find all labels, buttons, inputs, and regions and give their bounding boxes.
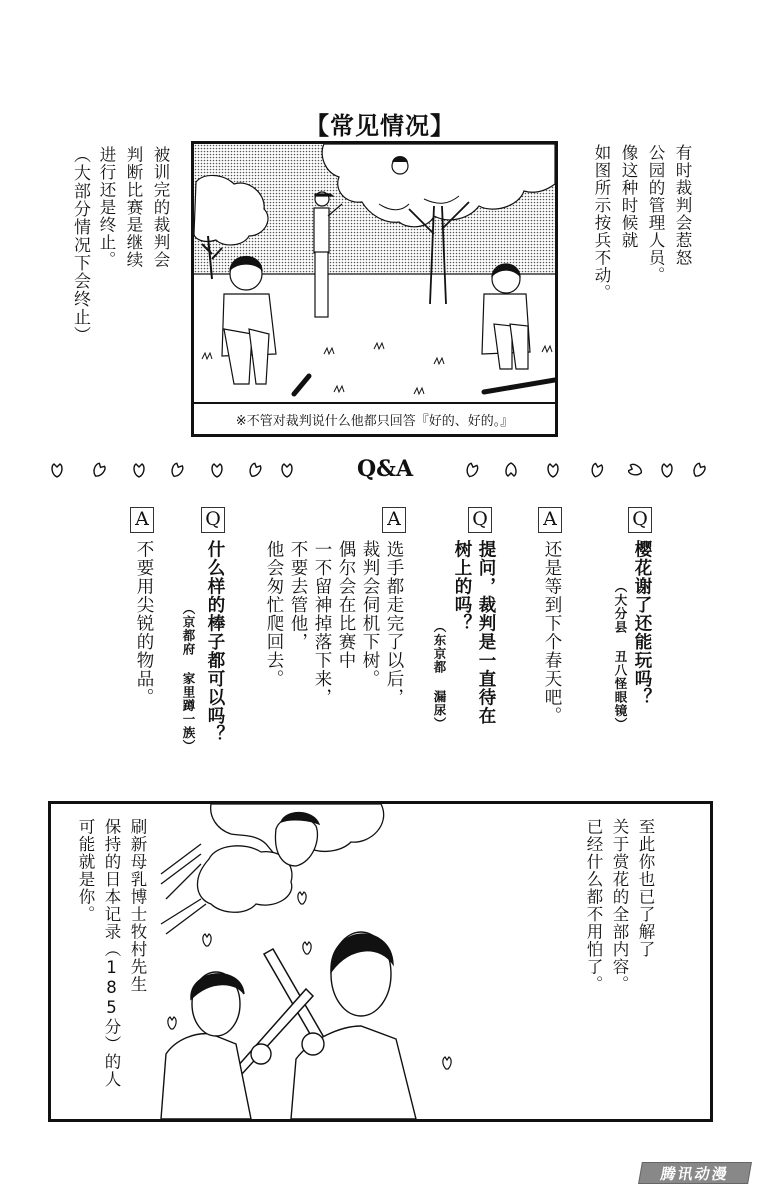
stick-icon: [294, 376, 309, 394]
boy-left-figure: [161, 972, 271, 1119]
narration-line: 像这种时候就: [619, 144, 638, 249]
question-text: [450, 540, 498, 725]
narration-line: 保持的日本记录（185分）的人: [102, 818, 121, 1088]
closing-narration-left: [72, 818, 150, 1088]
qa-divider: [40, 456, 720, 486]
panel-common-situation: [191, 141, 558, 437]
park-scene-illustration: [194, 144, 555, 402]
petal-icon: [692, 462, 706, 478]
narration-line: 有时裁判会惹怒: [673, 144, 692, 267]
petal-icon: [546, 462, 560, 478]
answer-line: 不要用尖锐的物品。: [134, 540, 154, 707]
petal-icon: [132, 462, 146, 478]
petal-icon: [465, 462, 479, 478]
petal-icon: [628, 462, 642, 478]
asker-name: （东京都 漏尿）: [432, 620, 447, 731]
answer-line: 不要去管他，: [288, 540, 308, 651]
question-badge: Q: [468, 507, 492, 533]
tree-canopy-icon: [161, 804, 384, 934]
answer-line: 还是等到下个春天吧。: [542, 540, 562, 725]
answer-line: 一不留神掉落下来，: [312, 540, 332, 707]
answer-line: 他会匆忙爬回去。: [264, 540, 284, 688]
question-text: [203, 540, 227, 744]
petal-icon: [92, 462, 106, 478]
narration-line: 公园的管理人员。: [646, 144, 665, 284]
qa-title: Q&A: [356, 456, 414, 482]
asker-name: （大分县 丑八怪眼镜）: [613, 580, 628, 731]
petal-icon: [504, 462, 518, 478]
narration-line: 如图所示按兵不动。: [592, 144, 611, 302]
narration-right: [588, 144, 696, 302]
narration-line: 可能就是你。: [76, 818, 95, 923]
narration-line: 进行还是终止。: [97, 146, 116, 269]
question-badge: Q: [201, 507, 225, 533]
narration-line: 至此你也已了解了: [636, 818, 655, 958]
narration-paren: （大部分情况下会终止）: [70, 146, 90, 344]
panel-caption: ※不管对裁判说什么他都只回答『好的、好的。』: [194, 402, 555, 434]
narration-line: 关于赏花的全部内容。: [610, 818, 629, 993]
watermark-logo: 腾讯动漫: [638, 1162, 752, 1184]
asker-name: （京都府 家里蹲一族）: [181, 602, 196, 753]
petal-icon: [280, 462, 294, 478]
petal-icon: [50, 462, 64, 478]
question-line: 树上的吗？: [452, 540, 472, 633]
answer-badge: A: [382, 507, 406, 533]
petal-icon: [170, 462, 184, 478]
question-line: 提问，裁判是一直待在: [476, 540, 496, 725]
answer-text: [262, 540, 406, 707]
narration-line: 被训完的裁判会: [151, 146, 170, 269]
answer-badge: A: [130, 507, 154, 533]
narration-line: 判断比赛是继续: [124, 146, 143, 269]
narration-line: 刷新母乳博士牧村先生: [128, 818, 147, 993]
petal-icon: [248, 462, 262, 478]
sitting-boy-right: [482, 264, 530, 369]
answer-text: [540, 540, 564, 725]
petal-icon: [660, 462, 674, 478]
question-line: 樱花谢了还能玩吗？: [632, 540, 652, 707]
question-text: [630, 540, 654, 707]
narration-left: [66, 146, 174, 344]
question-badge: Q: [628, 507, 652, 533]
answer-text: [132, 540, 156, 707]
question-line: 什么样的棒子都可以吗？: [205, 540, 225, 744]
section-title: 【常见情况】: [305, 112, 455, 140]
petal-icon: [210, 462, 224, 478]
stick-icon: [484, 380, 555, 392]
answer-line: 偶尔会在比赛中: [336, 540, 356, 670]
answer-badge: A: [538, 507, 562, 533]
answer-line: 选手都走完了以后，: [384, 540, 404, 707]
narration-line: 已经什么都不用怕了。: [584, 818, 603, 993]
answer-line: 裁判会伺机下树。: [360, 540, 380, 688]
closing-narration-right: [580, 818, 658, 993]
petal-icon: [590, 462, 604, 478]
sitting-boy-left: [222, 257, 276, 385]
